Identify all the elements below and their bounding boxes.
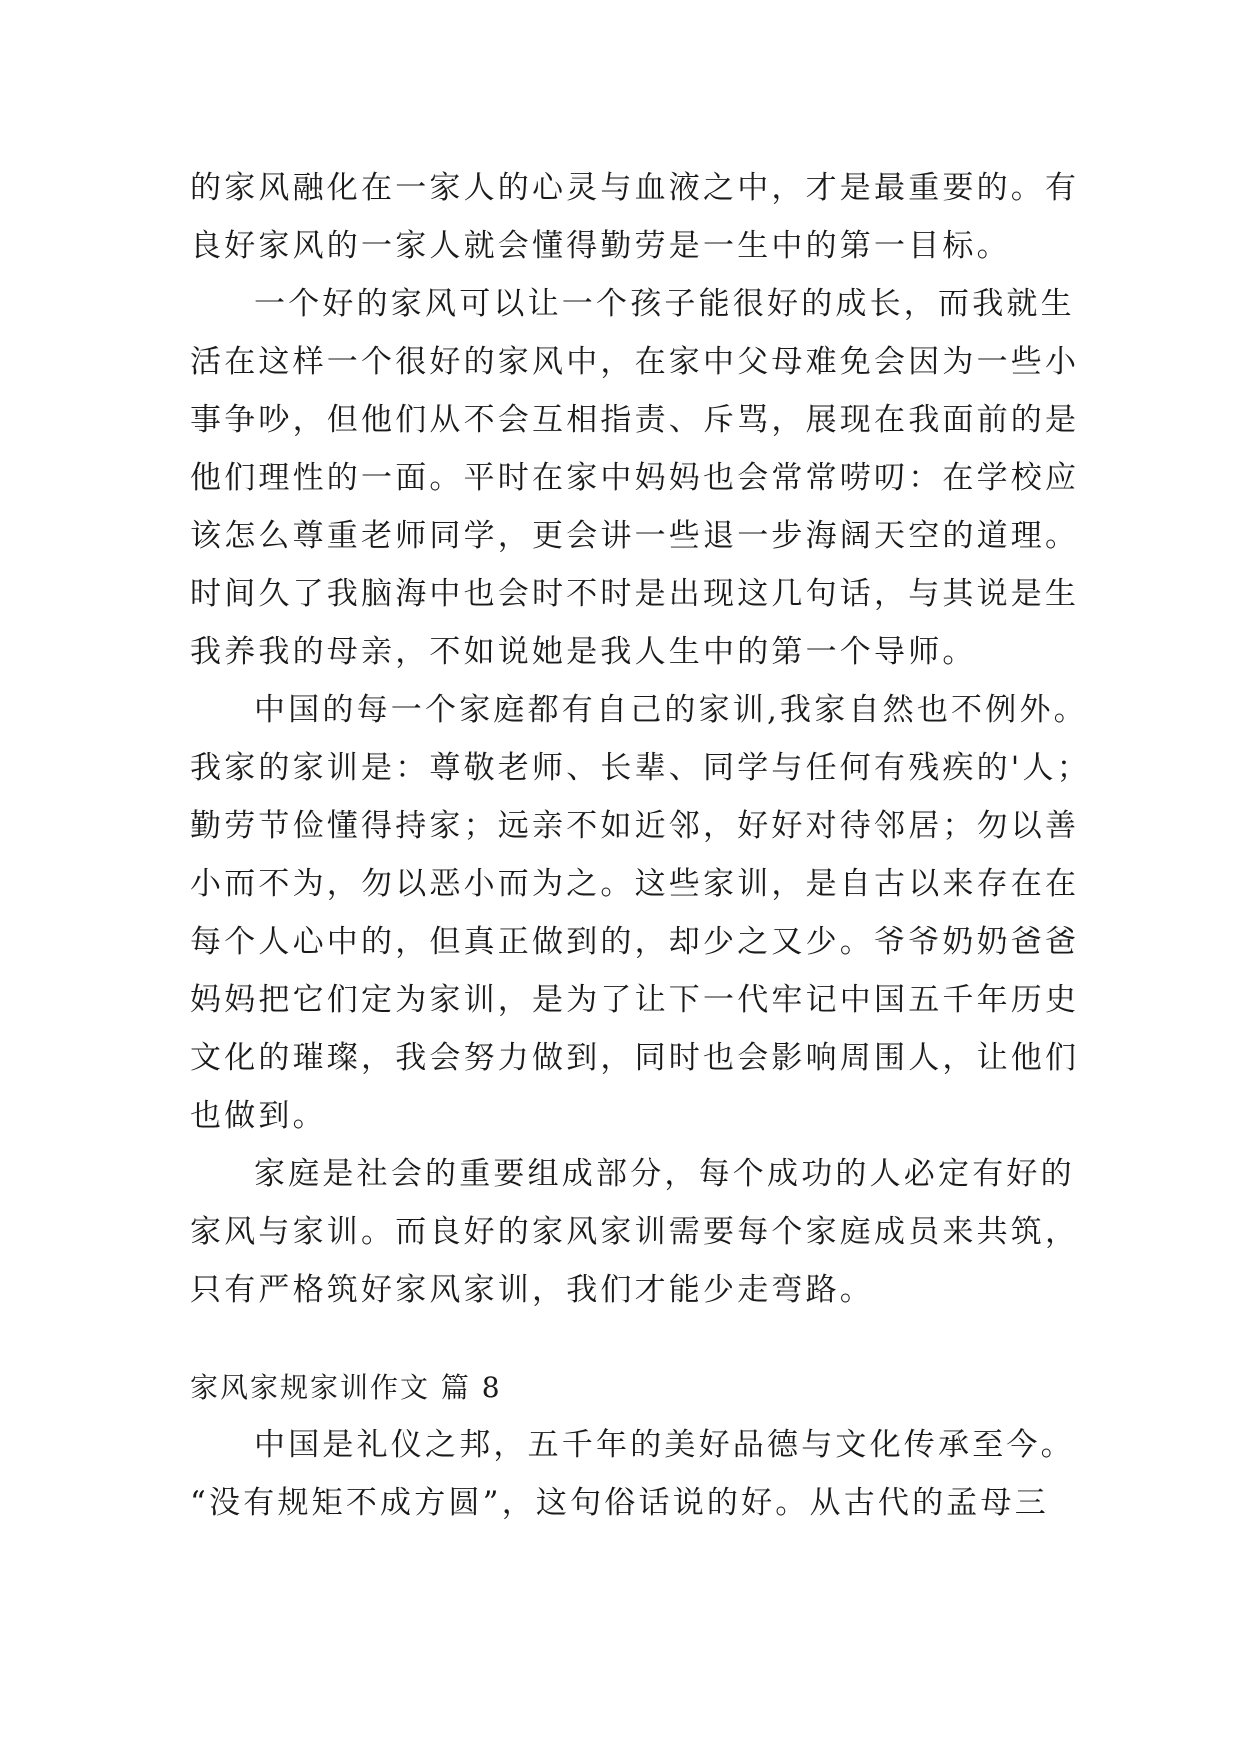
paragraph-start-line: 家庭是社会的重要组成部分，每个成功的人必定有好的 (254, 1156, 1075, 1192)
text-line: 每个人心中的，但真正做到的，却少之又少。爷爷奶奶爸爸 (190, 924, 1080, 960)
text-line: 他们理性的一面。平时在家中妈妈也会常常唠叨：在学校应 (190, 460, 1080, 496)
text-line: 我家的家训是：尊敬老师、长辈、同学与任何有残疾的'人； (190, 750, 1091, 786)
text-line: 该怎么尊重老师同学，更会讲一些退一步海阔天空的道理。 (190, 518, 1080, 554)
text-line: 我养我的母亲，不如说她是我人生中的第一个导师。 (190, 634, 977, 670)
paragraph-start-line: 中国是礼仪之邦，五千年的美好品德与文化传承至今。 (254, 1427, 1075, 1463)
section-heading: 家风家规家训作文 篇 8 (190, 1371, 502, 1404)
text-line: 文化的璀璨，我会努力做到，同时也会影响周围人，让他们 (190, 1040, 1080, 1076)
text-line: 勤劳节俭懂得持家；远亲不如近邻，好好对待邻居；勿以善 (190, 808, 1080, 844)
text-line: 家风与家训。而良好的家风家训需要每个家庭成员来共筑， (190, 1214, 1080, 1250)
text-line: 良好家风的一家人就会懂得勤劳是一生中的第一目标。 (190, 228, 1011, 264)
paragraph-start-line: 一个好的家风可以让一个孩子能很好的成长，而我就生 (254, 286, 1075, 322)
text-line: 只有严格筑好家风家训，我们才能少走弯路。 (190, 1272, 874, 1308)
text-line: 事争吵，但他们从不会互相指责、斥骂，展现在我面前的是 (190, 402, 1080, 438)
text-line: 活在这样一个很好的家风中，在家中父母难免会因为一些小 (190, 344, 1080, 380)
text-line: 妈妈把它们定为家训，是为了让下一代牢记中国五千年历史 (190, 982, 1080, 1018)
text-line: 的家风融化在一家人的心灵与血液之中，才是最重要的。有 (190, 170, 1080, 206)
text-line: 也做到。 (190, 1098, 327, 1134)
text-line: 时间久了我脑海中也会时不时是出现这几句话，与其说是生 (190, 576, 1080, 612)
paragraph-start-line: 中国的每一个家庭都有自己的家训,我家自然也不例外。 (254, 692, 1088, 728)
text-line: 小而不为，勿以恶小而为之。这些家训，是自古以来存在在 (190, 866, 1080, 902)
text-line: “没有规矩不成方圆”，这句俗话说的好。从古代的孟母三 (190, 1485, 1049, 1521)
